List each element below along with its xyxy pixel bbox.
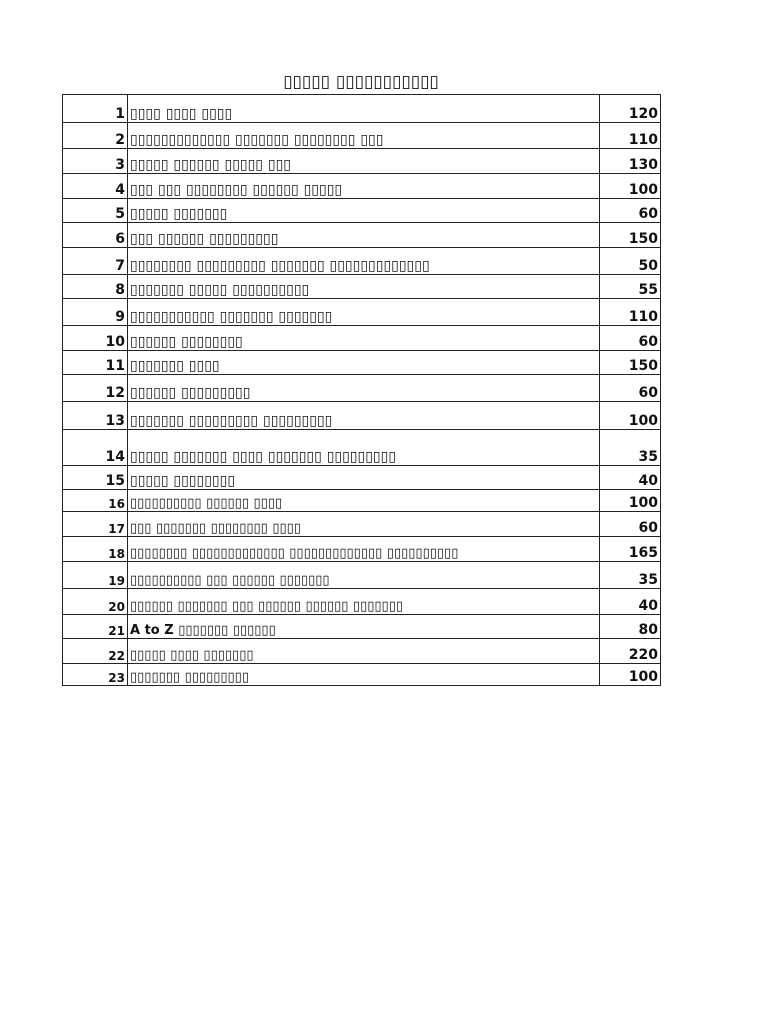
book-price: 100 [600, 174, 661, 199]
book-price-table [62, 94, 661, 686]
book-price: 80 [600, 615, 661, 639]
row-number: 19 [63, 562, 128, 589]
book-price: 110 [600, 299, 661, 326]
book-title: ▯▯▯▯▯▯▯▯▯▯▯ ▯▯▯▯▯▯▯ ▯▯▯▯▯▯▯ [128, 299, 600, 326]
table-row [63, 223, 661, 248]
row-number: 8 [63, 275, 128, 299]
table-row [63, 351, 661, 375]
table-row [63, 123, 661, 149]
table-row [63, 664, 661, 686]
book-title: ▯▯▯ ▯▯▯ ▯▯▯▯▯▯▯▯ ▯▯▯▯▯▯ ▯▯▯▯▯ [128, 174, 600, 199]
book-price: 35 [600, 430, 661, 466]
row-number: 20 [63, 589, 128, 615]
book-title: ▯▯▯▯▯▯▯▯ ▯▯▯▯▯▯▯▯▯ ▯▯▯▯▯▯▯ ▯▯▯▯▯▯▯▯▯▯▯▯▯ [128, 248, 600, 275]
book-title: ▯▯▯▯▯ ▯▯▯▯▯▯▯ [128, 199, 600, 223]
book-price: 220 [600, 639, 661, 664]
table-row [63, 537, 661, 562]
book-title: ▯▯▯▯▯▯ ▯▯▯▯▯▯▯ ▯▯▯ ▯▯▯▯▯▯ ▯▯▯▯▯▯ ▯▯▯▯▯▯▯ [128, 589, 600, 615]
table-row [63, 174, 661, 199]
book-price: 40 [600, 589, 661, 615]
table-row [63, 402, 661, 430]
book-title: ▯▯▯▯▯ ▯▯▯▯▯▯ ▯▯▯▯▯ ▯▯▯ [128, 149, 600, 174]
row-number: 7 [63, 248, 128, 275]
book-price: 130 [600, 149, 661, 174]
table-row [63, 95, 661, 123]
row-number: 18 [63, 537, 128, 562]
row-number: 9 [63, 299, 128, 326]
book-title: ▯▯▯▯▯▯▯ ▯▯▯▯▯▯▯▯▯ [128, 664, 600, 686]
book-price: 35 [600, 562, 661, 589]
book-title: A to Z ▯▯▯▯▯▯▯ ▯▯▯▯▯▯ [128, 615, 600, 639]
book-price: 165 [600, 537, 661, 562]
row-number: 17 [63, 512, 128, 537]
table-row [63, 562, 661, 589]
row-number: 4 [63, 174, 128, 199]
row-number: 14 [63, 430, 128, 466]
table-row [63, 326, 661, 351]
book-price: 50 [600, 248, 661, 275]
book-price: 150 [600, 223, 661, 248]
book-price: 100 [600, 664, 661, 686]
row-number: 16 [63, 490, 128, 512]
table-row [63, 589, 661, 615]
book-price: 60 [600, 326, 661, 351]
book-title: ▯▯▯▯▯▯▯▯▯▯ ▯▯▯▯▯▯ ▯▯▯▯ [128, 490, 600, 512]
book-price: 150 [600, 351, 661, 375]
book-price: 110 [600, 123, 661, 149]
row-number: 6 [63, 223, 128, 248]
table-row [63, 615, 661, 639]
table-row [63, 149, 661, 174]
book-title: ▯▯▯▯ ▯▯▯▯ ▯▯▯▯ [128, 95, 600, 123]
book-price: 40 [600, 466, 661, 490]
book-title: ▯▯▯▯▯▯▯ ▯▯▯▯▯ ▯▯▯▯▯▯▯▯▯▯ [128, 275, 600, 299]
book-title: ▯▯▯▯▯▯ ▯▯▯▯▯▯▯▯▯ [128, 375, 600, 402]
row-number: 13 [63, 402, 128, 430]
book-title: ▯▯▯▯▯▯▯▯ ▯▯▯▯▯▯▯▯▯▯▯▯▯ ▯▯▯▯▯▯▯▯▯▯▯▯▯ ▯▯▯▯▯▯▯▯▯▯ [128, 537, 600, 562]
table-row [63, 299, 661, 326]
table-row [63, 375, 661, 402]
book-price: 60 [600, 512, 661, 537]
book-title: ▯▯▯▯▯▯▯ ▯▯▯▯▯▯▯▯▯ ▯▯▯▯▯▯▯▯▯ [128, 402, 600, 430]
row-number: 2 [63, 123, 128, 149]
table-row [63, 248, 661, 275]
row-number: 12 [63, 375, 128, 402]
table-row [63, 490, 661, 512]
row-number: 10 [63, 326, 128, 351]
book-price: 60 [600, 199, 661, 223]
book-title: ▯▯▯▯▯▯▯ ▯▯▯▯ [128, 351, 600, 375]
row-number: 1 [63, 95, 128, 123]
book-price: 120 [600, 95, 661, 123]
page-title: ▯▯▯▯▯ ▯▯▯▯▯▯▯▯▯▯▯ [283, 72, 439, 92]
book-title: ▯▯▯▯▯ ▯▯▯▯▯▯▯▯ [128, 466, 600, 490]
table-row [63, 275, 661, 299]
book-price: 100 [600, 490, 661, 512]
book-title: ▯▯▯▯▯▯▯▯▯▯▯▯▯ ▯▯▯▯▯▯▯ ▯▯▯▯▯▯▯▯ ▯▯▯ [128, 123, 600, 149]
book-title: ▯▯▯▯▯▯▯▯▯▯ ▯▯▯ ▯▯▯▯▯▯ ▯▯▯▯▯▯▯ [128, 562, 600, 589]
row-number: 21 [63, 615, 128, 639]
row-number: 11 [63, 351, 128, 375]
table-row [63, 512, 661, 537]
row-number: 23 [63, 664, 128, 686]
book-title: ▯▯▯ ▯▯▯▯▯▯▯ ▯▯▯▯▯▯▯▯ ▯▯▯▯ [128, 512, 600, 537]
book-title: ▯▯▯▯▯▯ ▯▯▯▯▯▯▯▯ [128, 326, 600, 351]
table-row [63, 466, 661, 490]
book-title: ▯▯▯▯▯ ▯▯▯▯ ▯▯▯▯▯▯▯ [128, 639, 600, 664]
row-number: 15 [63, 466, 128, 490]
row-number: 3 [63, 149, 128, 174]
book-title: ▯▯▯ ▯▯▯▯▯▯ ▯▯▯▯▯▯▯▯▯ [128, 223, 600, 248]
row-number: 5 [63, 199, 128, 223]
row-number: 22 [63, 639, 128, 664]
book-title: ▯▯▯▯▯ ▯▯▯▯▯▯▯ ▯▯▯▯ ▯▯▯▯▯▯▯ ▯▯▯▯▯▯▯▯▯ [128, 430, 600, 466]
table-row [63, 430, 661, 466]
table-row [63, 639, 661, 664]
table-row [63, 199, 661, 223]
book-price: 60 [600, 375, 661, 402]
book-price: 100 [600, 402, 661, 430]
book-price: 55 [600, 275, 661, 299]
